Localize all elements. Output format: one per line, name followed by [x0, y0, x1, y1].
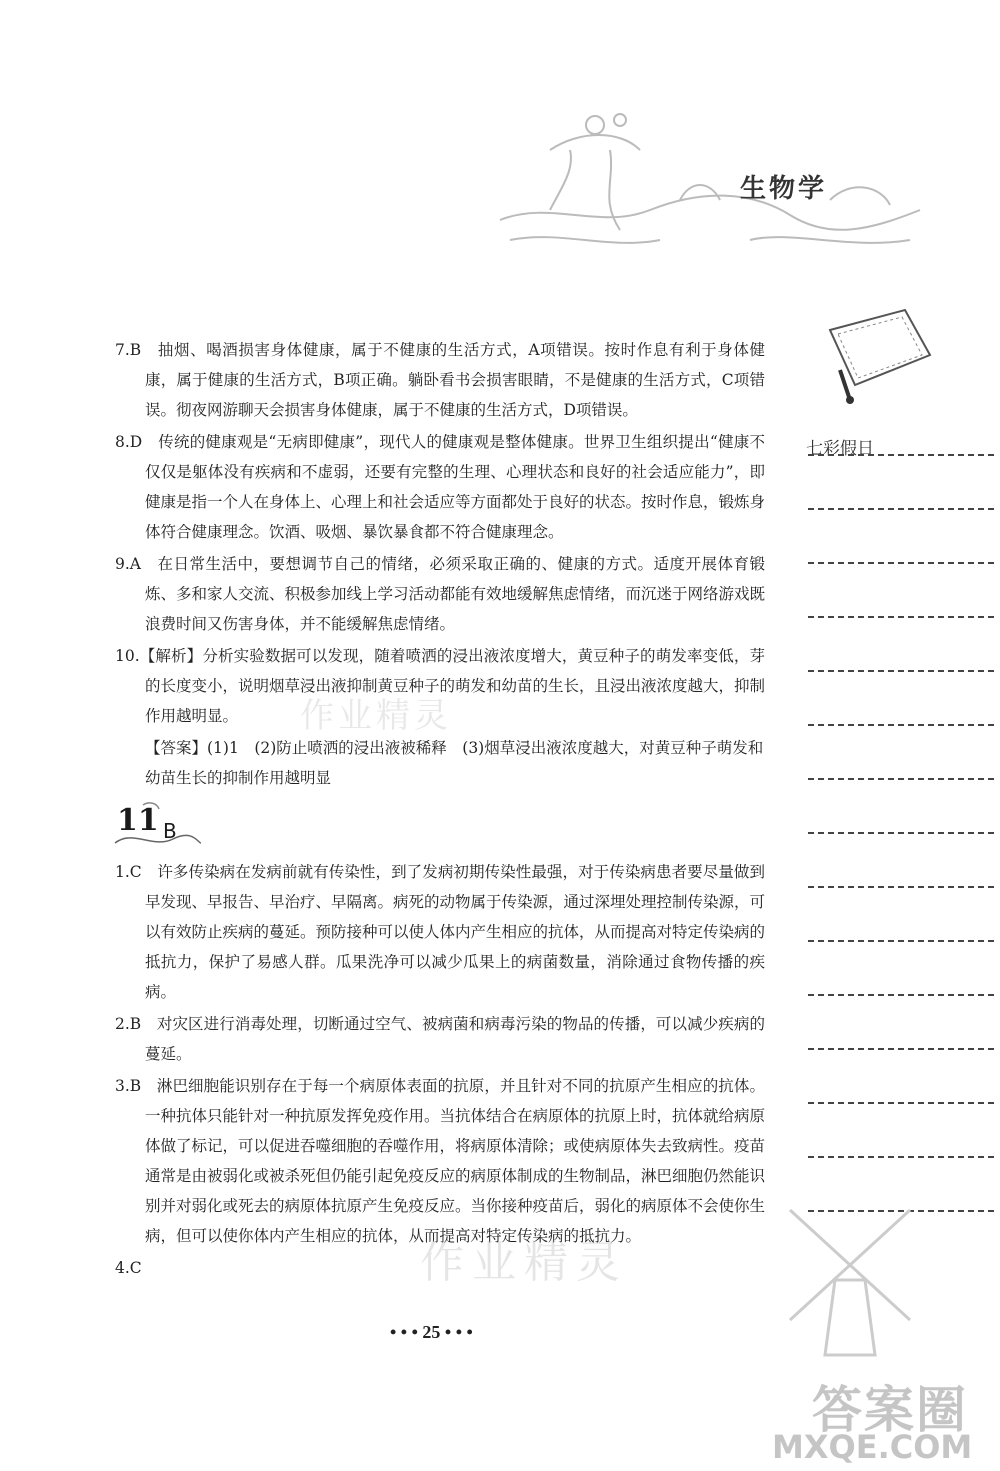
site-url: MXQE.COM: [772, 1428, 973, 1466]
answer-item: 1.C 许多传染病在发病前就有传染性，到了发病初期传染性最强，对于传染病患者要尽量做到早发现、早报告、早治疗、早隔离。病死的动物属于传染源，通过深埋处理控制传染源，可以有效防止疾病的蔓延。预防接种可以使人体内产生相应的抗体，从而提高对特定传染病的抵抗力，保护了易感人群。瓜果洗净可以减少瓜果上的病菌数量，消除通过食物传播的疾病。: [115, 863, 766, 1001]
page-number: • • • 25 • • •: [390, 1322, 473, 1342]
answer-item: 4.C: [115, 1259, 142, 1277]
answer-item: 9.A 在日常生活中，要想调节自己的情绪，必须采取正确的、健康的方式。适度开展体育锻炼、多和家人交流、积极参加线上学习活动都能有效地缓解焦虑情绪，而沉迷于网络游戏既浪费时间又伤害身体，并不能缓解焦虑情绪。: [115, 555, 766, 633]
answer-item: 2.B 对灾区进行消毒处理，切断通过空气、被病菌和病毒污染的物品的传播，可以减少疾病的蔓延。: [115, 1015, 765, 1063]
note-line: [808, 1102, 994, 1104]
homework-badge-icon: [810, 300, 940, 410]
note-line: [808, 994, 994, 996]
note-line: [808, 778, 994, 780]
answer-item: 10.【解析】分析实验数据可以发现，随着喷洒的浸出液浓度增大，黄豆种子的萌发率变低，芽的长度变小，说明烟草浸出液抑制黄豆种子的萌发和幼苗的生长，且浸出液浓度越大，抑制作用越明显。: [115, 647, 766, 725]
note-line: [808, 832, 994, 834]
section-number: 11: [117, 803, 159, 838]
windmill-icon: [770, 1190, 930, 1360]
note-line: [808, 886, 994, 888]
subject-title: 生物学: [740, 174, 828, 204]
note-line: [808, 454, 994, 456]
answer-item: 3.B 淋巴细胞能识别存在于每一个病原体表面的抗原，并且针对不同的抗原产生相应的抗体。一种抗体只能针对一种抗原发挥免疫作用。当抗体结合在病原体的抗原上时，抗体就给病原体做了标记，可以促进吞噬细胞的吞噬作用，将病原体清除；或使病原体失去致病性。疫苗通常是由被弱化或被杀死但仍能引起免疫反应的病原体制成的生物制品，淋巴细胞仍然能识别并对弱化或死去的病原体抗原产生免疫反应。当你接种疫苗后，弱化的病原体不会使你生病，但可以使你体内产生相应的抗体，从而提高对特定传染病的抵抗力。: [115, 1077, 766, 1245]
section-heading: [113, 799, 765, 851]
header-decoration: [490, 90, 930, 260]
note-line: [808, 940, 994, 942]
watermark-center: 作业精灵: [300, 696, 452, 736]
answer-content: [115, 335, 765, 1285]
site-logo: 答案圈: [812, 1381, 968, 1439]
watermark-bottom: 作业精灵: [420, 1237, 628, 1288]
answer-10-detail: 【答案】(1)1 (2)防止喷洒的浸出液被稀释 (3)烟草浸出液浓度越大，对黄豆种子萌发和幼苗生长的抑制作用越明显: [145, 739, 764, 787]
note-line: [808, 1048, 994, 1050]
section-letter: B: [163, 819, 177, 843]
note-line: [808, 724, 994, 726]
answer-item: 8.D 传统的健康观是“无病即健康”，现代人的健康观是整体健康。世界卫生组织提出“健康不仅仅是躯体没有疾病和不虚弱，还要有完整的生理、心理状态和良好的社会适应能力”，即健康是指一个人在身体上、心理上和社会适应等方面都处于良好的状态。按时作息，锻炼身体符合健康理念。饮酒、吸烟、暴饮暴食都不符合健康理念。: [115, 433, 766, 541]
note-line: [808, 670, 994, 672]
answer-item: 7.B 抽烟、喝酒损害身体健康，属于不健康的生活方式，A项错误。按时作息有利于身体健康，属于健康的生活方式，B项正确。躺卧看书会损害眼睛，不是健康的生活方式，C项错误。彻夜网游聊天会损害身体健康，属于不健康的生活方式，D项错误。: [115, 341, 765, 419]
note-line: [808, 1156, 994, 1158]
note-line: [808, 562, 994, 564]
note-line: [808, 616, 994, 618]
sidebar-label: 七彩假日: [806, 439, 874, 459]
note-line: [808, 508, 994, 510]
